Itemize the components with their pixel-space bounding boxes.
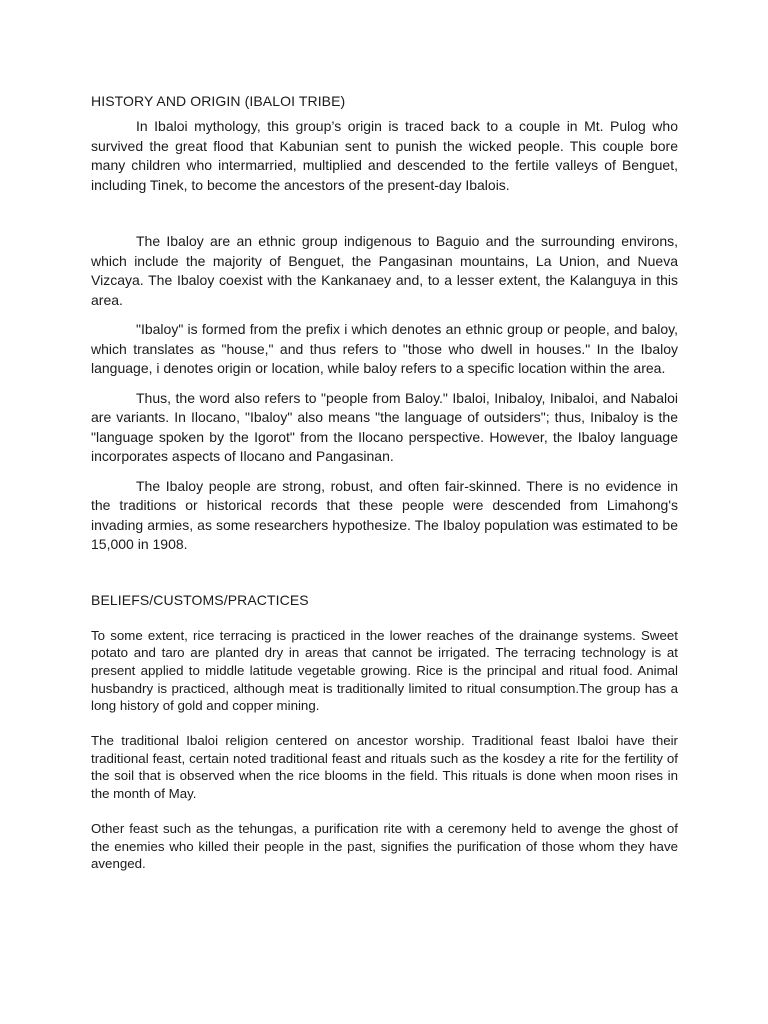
section-heading-history: HISTORY AND ORIGIN (IBALOI TRIBE) (91, 93, 346, 109)
paragraph-name-etymology: "Ibaloy" is formed from the prefix i which denotes an ethnic group or people, and baloy, which translates as "house," and thus refers to "those who dwell in houses." In the Ibaloy language, i denotes origin or location, while baloy refers to a specific location within the area. (91, 321, 678, 376)
paragraph-ethnic-group: The Ibaloy are an ethnic group indigenous to Baguio and the surrounding environs, which include the majority of Benguet, the Pangasinan mountains, La Union, and Nueva Vizcaya. The Ibaloy coexist with the Kankanaey and, to a lesser extent, the Kalanguya in this area. (91, 233, 678, 308)
paragraph-rice-terracing: To some extent, rice terracing is practiced in the lower reaches of the drainange systems. Sweet potato and taro are planted dry in areas that cannot be irrigated. The terracing technology is at present applied to middle latitude vegetable growing. Rice is the principal and ritual food. Animal husbandry is practiced, although meat is traditionally limited to ritual consumption.The group has a long history of gold and copper mining. (91, 627, 678, 714)
paragraph-traditional-religion: The traditional Ibaloi religion centered on ancestor worship. Traditional feast Ibaloi have their traditional feast, certain noted traditional feast and rituals such as the kosdey a rite for the fertility of the soil that is observed when the rice blooms in the field. This rituals is done when moon rises in the month of May. (91, 733, 678, 802)
document-page (91, 92, 678, 873)
paragraph-mythology-origin: In Ibaloi mythology, this group’s origin is traced back to a couple in Mt. Pulog who survived the great flood that Kabunian sent to punish the wicked people. This couple bore many children who intermarried, multiplied and descended to the fertile valleys of Benguet, including Tinek, to become the ancestors of the present-day Ibalois. (91, 118, 678, 193)
paragraph-people-description: The Ibaloy people are strong, robust, and often fair-skinned. There is no evidence in the traditions or historical records that these people were descended from Limahong's invading armies, as some researchers hypothesize. The Ibaloy population was estimated to be 15,000 in 1908. (91, 477, 678, 552)
section-heading-beliefs: BELIEFS/CUSTOMS/PRACTICES (91, 591, 309, 608)
paragraph-tehungas-feast: Other feast such as the tehungas, a purification rite with a ceremony held to avenge the ghost of the enemies who killed their people in the past, signifies the purification of those whom they have avenged. (91, 820, 678, 872)
paragraph-name-variants: Thus, the word also refers to "people from Baloy." Ibaloi, Inibaloy, Inibaloi, and Nabaloi are variants. In Ilocano, "Ibaloy" also means "the language of outsiders"; thus, Inibaloy is the "language spoken by the Igorot" from the Ilocano perspective. However, the Ibaloy language incorporates aspects of Ilocano and Pangasinan. (91, 389, 678, 464)
